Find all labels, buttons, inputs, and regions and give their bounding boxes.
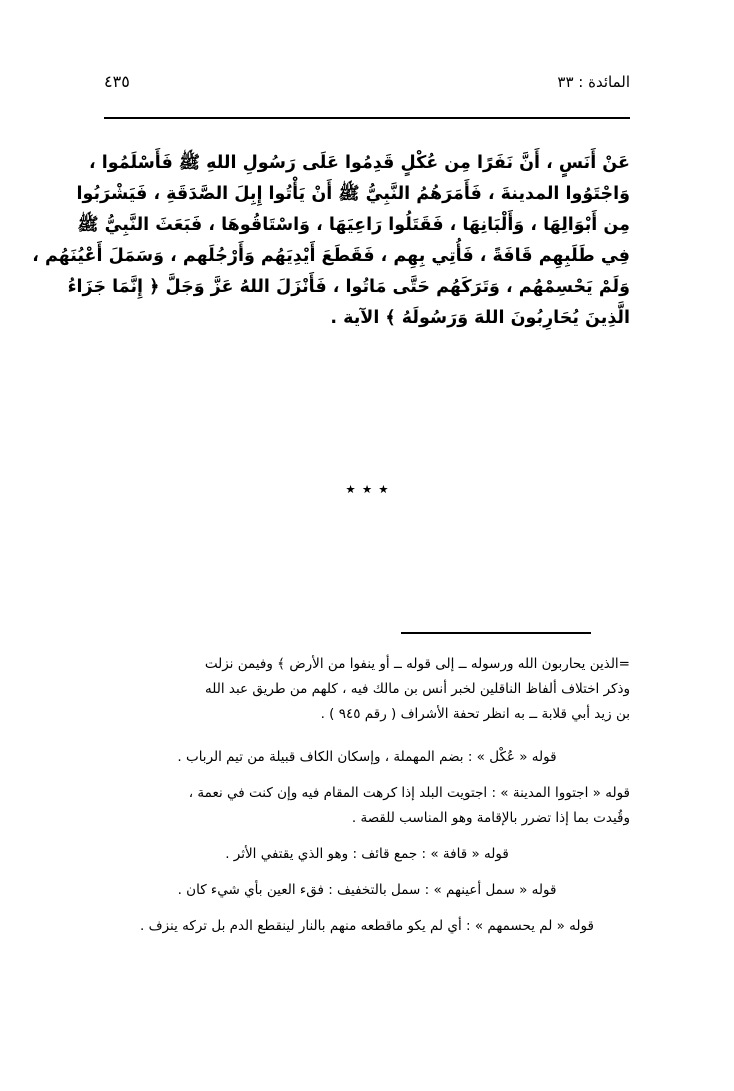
section-separator: ٭ ٭ ٭: [345, 478, 389, 500]
footnote-line: قوله « عُكْل » : بضم المهملة ، وإسكان الكاف قبيلة من تيم الرباب .: [177, 749, 557, 765]
footnote-entry: [104, 745, 630, 770]
footnote-line: بن زيد أبي قلابة ــ به انظر تحفة الأشراف ( رقم ٩٤٥ ) .: [320, 706, 630, 722]
hadith-line: وَاجْتَوُوا المدينةَ ، فَأَمَرَهُمُ النَّبِيُّ ﷺ أَنْ يَأْتُوا إِبِلَ الصَّدَقَةِ ، فَيَشْرَبُوا: [76, 184, 630, 204]
footnote-divider: [401, 632, 591, 634]
footnote-line: وقُيدت بما إذا تضرر بالإقامة وهو المناسب للقصة .: [351, 810, 630, 826]
footnote-entry: [104, 842, 630, 867]
footnote-line: قوله « لم يحسمهم » : أي لم يكو ماقطعه منهم بالنار لينقطع الدم بل تركه ينزف .: [140, 918, 594, 934]
footnote-entry: [104, 914, 630, 939]
hadith-line: فِي طَلَبِهِم قَافَةً ، فَأُتِي بِهِم ، فَقَطَعَ أَيْدِيَهُم وَأَرْجُلَهم ، وَسَمَلَ أَعْيُنَهُم ،: [32, 246, 630, 266]
hadith-line: الَّذِينَ يُحَارِبُونَ اللهَ وَرَسُولَهُ ﴾ الآية .: [330, 308, 630, 328]
footnote-line: =الذين يحاربون الله ورسوله ــ إلى قوله ــ أو ينفوا من الأرض ﴾ وفيمن نزلت: [204, 656, 630, 672]
footnote-entry: [104, 781, 630, 831]
hadith-body: [32, 148, 630, 334]
header-divider: [104, 117, 630, 119]
hadith-line: عَنْ أَنَسٍ ، أَنَّ نَفَرًا مِن عُكْلٍ قَدِمُوا عَلَى رَسُولِ اللهِ ﷺ فَأَسْلَمُوا ،: [89, 153, 630, 173]
hadith-line: وَلَمْ يَحْسِمْهُم ، وَتَرَكَهُم حَتَّى مَاتُوا ، فَأَنْزَلَ اللهُ عَزَّ وَجَلَّ ﴿ إِنَّمَا جَزَاءُ: [67, 277, 630, 297]
surah-reference: المائدة : ٣٣: [557, 73, 630, 91]
footnotes-section: [104, 652, 630, 950]
page-number: ٤٣٥: [104, 72, 130, 91]
footnote-entry: [104, 878, 630, 903]
footnote-line: قوله « سمل أعينهم » : سمل بالتخفيف : فقء العين بأي شيء كان .: [177, 882, 557, 898]
footnote-line: قوله « قافة » : جمع قائف : وهو الذي يقتفي الأثر .: [225, 846, 509, 862]
footnote-line: وذكر اختلاف ألفاظ الناقلين لخبر أنس بن مالك فيه ، كلهم من طريق عبد الله: [205, 681, 630, 697]
footnote-line: قوله « اجتووا المدينة » : اجتويت البلد إذا كرهت المقام فيه وإن كنت في نعمة ،: [188, 785, 630, 801]
footnote-continuation: [104, 652, 630, 727]
hadith-line: مِن أَبْوَالِهَا ، وَأَلْبَانِهَا ، فَقَتَلُوا رَاعِيَهَا ، وَاسْتَاقُوهَا ، فَبَعَثَ النَّبِيُّ ﷺ: [77, 215, 630, 235]
page-header: [104, 72, 630, 91]
